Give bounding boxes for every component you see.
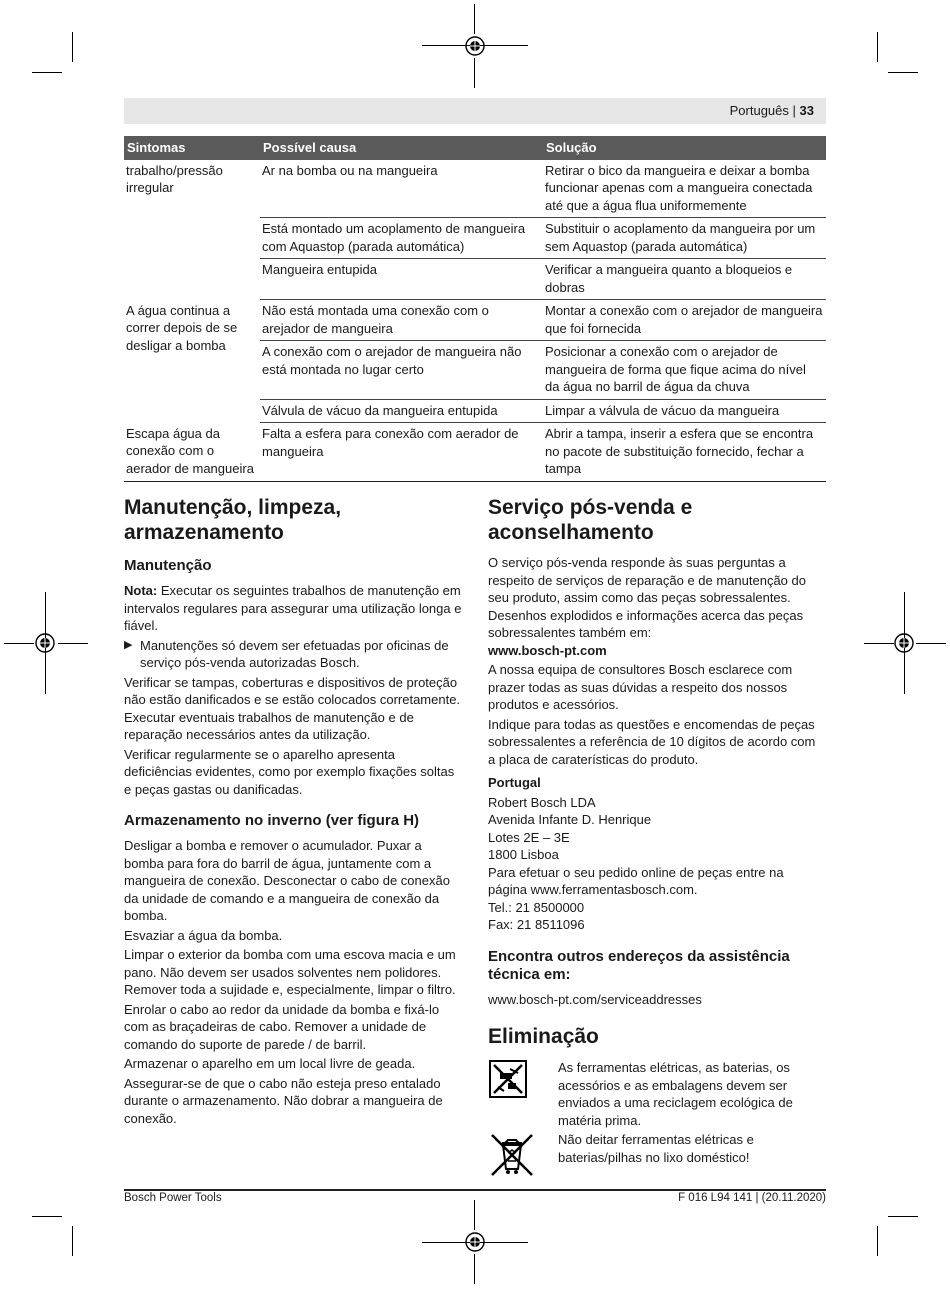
solution-cell: Abrir a tampa, inserir a esfera que se encontra no pacote de substituição fornecido, fechar a tampa — [543, 423, 826, 482]
registration-mark-icon — [462, 33, 488, 59]
cause-cell: A conexão com o arejador de mangueira não está montada no lugar certo — [260, 341, 543, 400]
recycling-symbol-icon — [488, 1059, 528, 1099]
page-header — [124, 98, 826, 124]
right-column — [488, 495, 826, 1191]
address-line: Avenida Infante D. Henrique — [488, 812, 652, 827]
symptom-cell: Escapa água da conexão com o aerador de mangueira — [124, 423, 260, 482]
crop-mark — [32, 1216, 62, 1217]
note-text: Executar os seguintes trabalhos de manutenção em intervalos regulares para assegurar uma utilização longa e fiável. — [124, 583, 462, 633]
paragraph: O serviço pós-venda responde às suas perguntas a respeito de serviços de reparação e de manutenção do seu produto, assim como das peças sobressalentes. Desenhos explodidos e informações acerca das peças sobressalentes também em: — [488, 555, 806, 640]
cause-cell: Está montado um acoplamento de mangueira com Aquastop (parada automática) — [260, 218, 543, 259]
crop-mark — [474, 58, 475, 88]
section-title-service: Serviço pós-venda e aconselhamento — [488, 496, 693, 544]
paragraph: Indique para todas as questões e encomendas de peças sobressalentes a referência de 10 dígitos de acordo com a placa de caraterísticas do produto. — [488, 716, 816, 767]
cause-cell: Falta a esfera para conexão com aerador de mangueira — [260, 423, 543, 482]
symptom-cell: trabalho/pressão irregular — [126, 162, 223, 195]
paragraph: Enrolar o cabo ao redor da unidade da bomba e fixá-lo com as braçadeiras de cabo. Remover a unidade de comando do suporte de parede / de barril. — [124, 1001, 440, 1052]
table-row — [124, 160, 826, 218]
country-text: Portugal — [488, 775, 541, 790]
table-row — [124, 300, 826, 341]
cause-cell: Ar na bomba ou na mangueira — [260, 160, 543, 218]
disposal-row — [488, 1059, 826, 1133]
cause-cell: Não está montada uma conexão com o arejador de mangueira — [260, 300, 543, 341]
column-header: Possível causa — [260, 136, 543, 160]
crop-mark — [72, 1226, 73, 1256]
note-label: Nota: — [124, 583, 158, 598]
address-line: Lotes 2E – 3E — [488, 829, 570, 845]
country-label — [488, 774, 826, 792]
section-title-maintenance: Manutenção, limpeza, armazenamento — [124, 496, 342, 544]
crop-mark — [474, 1200, 475, 1230]
crop-mark — [474, 1254, 475, 1284]
address-line: 1800 Lisboa — [488, 847, 559, 862]
paragraph: Assegurar-se de que o cabo não esteja preso entalado durante o armazenamento. Não dobrar a mangueira de conexão. — [124, 1075, 443, 1126]
paragraph: A nossa equipa de consultores Bosch esclarece com prazer todas as suas dúvidas a respeito dos nossos produtos e acessórios. — [488, 662, 793, 712]
addresses-link: www.bosch-pt.com/serviceaddresses — [488, 991, 702, 1007]
paragraph: Armazenar o aparelho em um local livre de geada. — [124, 1056, 416, 1071]
subheading-winter-storage: Armazenamento no inverno (ver figura H) — [124, 812, 420, 829]
solution-cell: Retirar o bico da mangueira e deixar a bomba funcionar apenas com a mangueira conectada até que a água flua uniformemente — [543, 160, 826, 218]
solution-cell: Limpar a válvula de vácuo da mangueira — [543, 399, 826, 423]
disposal-text: As ferramentas elétricas, as baterias, os acessórios e as embalagens devem ser enviados a uma reciclagem ecológica de matéria prima. — [558, 1060, 793, 1128]
paragraph: Limpar o exterior da bomba com uma escova macia e um pano. Não devem ser usados solventes nem polidores. Remover toda a sujidade e, especialmente, limpar o filtro. — [124, 947, 456, 997]
cause-cell: Válvula de vácuo da mangueira entupida — [260, 399, 543, 423]
crop-mark — [877, 32, 878, 62]
paragraph: Verificar regularmente se o aparelho apresenta deficiências evidentes, como por exemplo fixações soltas e peças gastas ou danificadas. — [124, 746, 455, 797]
crop-mark — [888, 1216, 918, 1217]
disposal-text: Não deitar ferramentas elétricas e baterias/pilhas no lixo doméstico! — [558, 1132, 754, 1165]
header-language: Português — [729, 103, 789, 118]
crop-mark — [72, 32, 73, 62]
crop-mark — [58, 643, 88, 644]
solution-cell: Verificar a mangueira quanto a bloqueios e dobras — [543, 259, 826, 300]
solution-cell: Substituir o acoplamento da mangueira por um sem Aquastop (parada automática) — [543, 218, 826, 259]
table-header-row — [124, 136, 826, 160]
crop-mark — [4, 643, 34, 644]
bullet-item — [124, 637, 462, 672]
phone: Tel.: 21 8500000 — [488, 899, 585, 915]
triangle-bullet-icon: ▶ — [124, 638, 133, 651]
crossed-out-bin-icon — [488, 1131, 536, 1179]
crop-mark — [888, 72, 918, 73]
bullet-text: Manutenções só devem ser efetuadas por oficinas de serviço pós-venda autorizadas Bosch. — [140, 637, 449, 670]
footer-publisher: Bosch Power Tools — [124, 1192, 222, 1204]
address-line: Para efetuar o seu pedido online de peças entre na página www.ferramentasbosch.com. — [488, 864, 784, 897]
registration-mark-icon — [891, 630, 917, 656]
address-line: Robert Bosch LDA — [488, 794, 596, 810]
solution-cell: Posicionar a conexão com o arejador de mangueira de forma que fique acima do nível da água no barril de água da chuva — [543, 341, 826, 400]
subheading-maintenance: Manutenção — [124, 557, 212, 574]
cause-cell: Mangueira entupida — [260, 259, 543, 300]
left-column — [124, 495, 462, 1129]
registration-mark-icon — [462, 1229, 488, 1255]
crop-mark — [916, 643, 946, 644]
page-number: 33 — [799, 103, 814, 118]
crop-mark — [32, 72, 62, 73]
footer-rule — [124, 1189, 826, 1191]
service-link-text: www.bosch-pt.com — [488, 642, 607, 658]
header-separator: | — [792, 103, 796, 118]
service-link — [488, 642, 826, 660]
column-header: Solução — [543, 136, 826, 160]
troubleshooting-table — [124, 136, 826, 482]
symptom-cell: A água continua a correr depois de se desligar a bomba — [126, 302, 238, 353]
footer-doc-id: F 016 L94 141 | (20.11.2020) — [678, 1192, 826, 1204]
paragraph: Verificar se tampas, coberturas e dispositivos de proteção não estão danificados e se estão colocados corretamente. Executar eventuais trabalhos de manutenção e de reparação necessários antes da utilização. — [124, 674, 461, 742]
subheading-more-addresses: Encontra outros endereços da assistência técnica em: — [488, 947, 790, 983]
crop-mark — [474, 4, 475, 34]
page-label — [730, 103, 814, 118]
table-row — [124, 423, 826, 482]
registration-mark-icon — [32, 630, 58, 656]
note-paragraph — [124, 582, 462, 635]
fax: Fax: 21 8511096 — [488, 917, 585, 932]
crop-mark — [864, 643, 894, 644]
disposal-row — [488, 1131, 826, 1191]
solution-cell: Montar a conexão com o arejador de mangueira que foi fornecida — [543, 300, 826, 341]
column-header: Sintomas — [124, 136, 260, 160]
paragraph: Desligar a bomba e remover o acumulador. Puxar a bomba para fora do barril de água, juntamente com a mangueira de conexão. Desconectar o cabo de conexão da unidade de comando e a mangueira de conexão da bomba. — [124, 838, 450, 923]
section-title-disposal: Eliminação — [488, 1025, 599, 1048]
crop-mark — [877, 1226, 878, 1256]
paragraph: Esvaziar a água da bomba. — [124, 927, 283, 943]
